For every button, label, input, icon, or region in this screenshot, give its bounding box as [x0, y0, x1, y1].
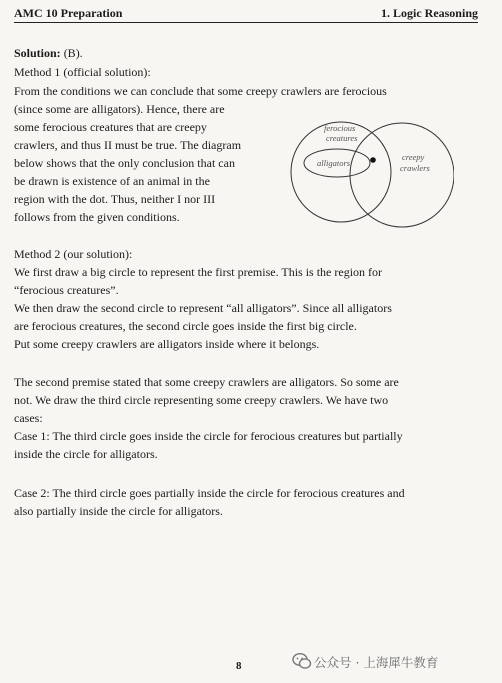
case1-line: inside the circle for alligators.	[14, 447, 158, 461]
wechat-icon	[292, 652, 312, 670]
method2-line: We first draw a big circle to represent the first premise. This is the region for	[14, 265, 383, 279]
method2-line: We then draw the second circle to represent “all alligators”. Since all alligators	[14, 301, 392, 315]
creepy-crawlers-circle	[350, 123, 454, 227]
venn-diagram	[284, 112, 454, 232]
method2-line: are ferocious creatures, the second circle goes inside the first big circle.	[14, 319, 357, 333]
method1-title: Method 1 (official solution):	[14, 65, 151, 79]
method1-line: some ferocious creatures that are creepy	[14, 120, 207, 134]
method2-title: Method 2 (our solution):	[14, 247, 133, 261]
intersection-dot	[370, 157, 376, 163]
method1-line: crawlers, and thus II must be true. The diagram	[14, 138, 242, 152]
method2-line: Put some creepy crawlers are alligators inside where it belongs.	[14, 337, 320, 351]
header-chapter-title: 1. Logic Reasoning	[380, 6, 478, 20]
solution-label: Solution:	[14, 46, 61, 60]
case1-line: Case 1: The third circle goes inside the circle for ferocious creatures but partially	[14, 429, 403, 443]
creatures-label: creatures	[326, 133, 358, 143]
ferocious-label: ferocious	[324, 123, 356, 133]
case2-line: also partially inside the circle for alligators.	[14, 504, 223, 518]
case2-line: Case 2: The third circle goes partially inside the circle for ferocious creatures and	[14, 486, 405, 500]
method1-line: below shows that the only conclusion that can	[14, 156, 235, 170]
page-header	[14, 4, 478, 23]
premise-line: not. We draw the third circle representing some creepy crawlers. We have two	[14, 393, 389, 407]
header-book-title: AMC 10 Preparation	[14, 6, 123, 20]
watermark-text: 公众号 · 上海犀牛教育	[314, 655, 439, 670]
creepy-label: creepy	[402, 152, 425, 162]
method1-line: region with the dot. Thus, neither I nor III	[14, 192, 216, 206]
page-number: 8	[236, 660, 242, 672]
method1-line: (since some are alligators). Hence, there are	[14, 102, 225, 116]
alligators-label: alligators	[317, 158, 351, 168]
method1-line: From the conditions we can conclude that some creepy crawlers are ferocious	[14, 84, 387, 98]
crawlers-label: crawlers	[400, 163, 430, 173]
solution-line	[14, 45, 83, 62]
method2-line: “ferocious creatures”.	[14, 283, 119, 297]
premise-line: cases:	[14, 411, 43, 425]
solution-answer: (B).	[60, 46, 83, 60]
premise-line: The second premise stated that some creepy crawlers are alligators. So some are	[14, 375, 399, 389]
method1-line: be drawn is existence of an animal in the	[14, 174, 210, 188]
method1-line: follows from the given conditions.	[14, 210, 180, 224]
